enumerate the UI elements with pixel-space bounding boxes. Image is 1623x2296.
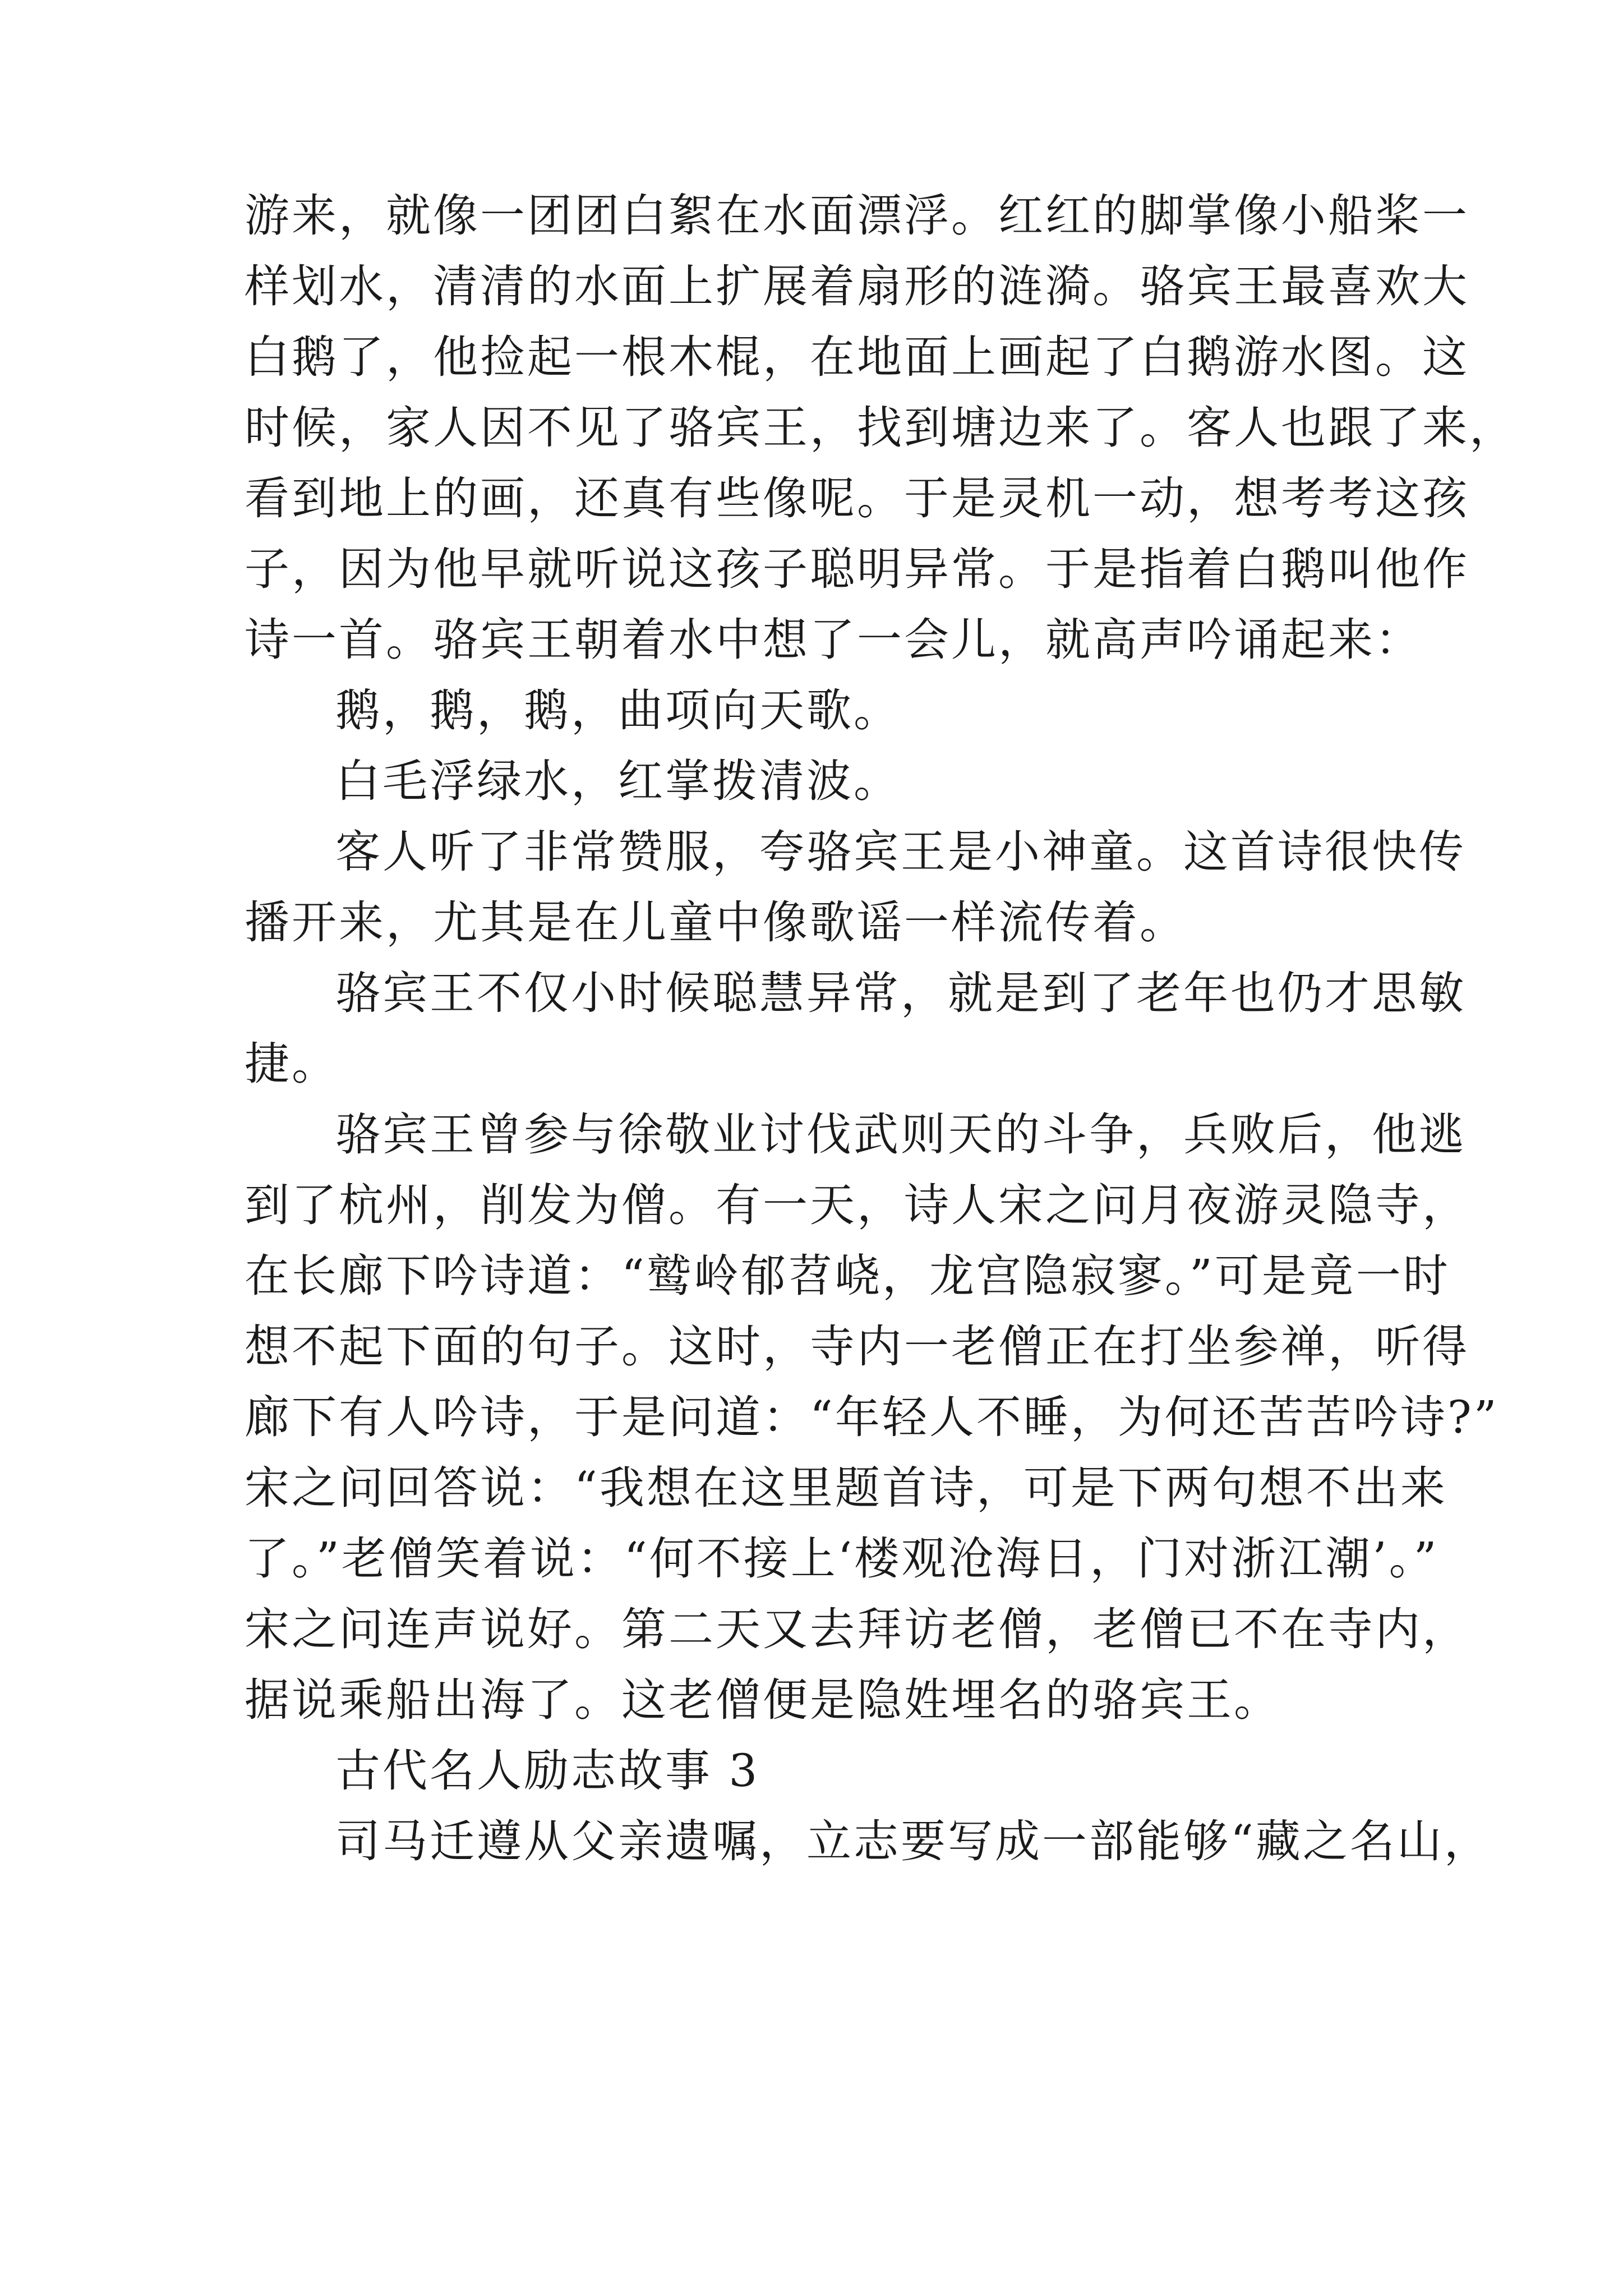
text-line: 在长廊下吟诗道：“鹫岭郁苕峣，龙宫隐寂寥。”可是竟一时 [245, 1250, 1450, 1302]
text-line: 鹅，鹅，鹅，曲项向天歌。 [335, 684, 901, 737]
paragraph [245, 181, 1516, 675]
text-line: 游来，就像一团团白絮在水面漂浮。红红的脚掌像小船桨一 [245, 190, 1469, 242]
text-line: 骆宾王曾参与徐敬业讨伐武则天的斗争，兵败后，他逃 [335, 1108, 1466, 1161]
text-line: 客人听了非常赞服，夸骆宾王是小神童。这首诗很快传 [335, 826, 1466, 878]
text-line: 骆宾王不仅小时候聪慧异常，就是到了老年也仍才思敏 [335, 967, 1466, 1019]
text-line: 廊下有人吟诗，于是问道：“年轻人不睡，为何还苦苦吟诗?” [245, 1391, 1499, 1443]
text-line: 时候，家人因不见了骆宾王，找到塘边来了。客人也跟了来， [245, 402, 1516, 454]
text-line: 古代名人励志故事 3 [335, 1745, 760, 1797]
poem-line-1 [245, 675, 1417, 746]
text-line: 子，因为他早就听说这孩子聪明异常。于是指着白鹅叫他作 [245, 543, 1469, 595]
text-line: 白毛浮绿水，红掌拨清波。 [335, 755, 901, 807]
text-line: 宋之问连声说好。第二天又去拜访老僧，老僧已不在寺内， [245, 1603, 1469, 1655]
paragraph [245, 1099, 1499, 1736]
paragraph [245, 958, 1466, 1099]
paragraph [245, 817, 1466, 958]
body-text [245, 181, 1516, 1877]
text-line: 宋之问回答说：“我想在这里题首诗，可是下两句想不出来 [245, 1462, 1447, 1514]
poem-line-2 [245, 746, 1417, 817]
text-line: 想不起下面的句子。这时，寺内一老僧正在打坐参禅，听得 [245, 1320, 1469, 1373]
text-line: 据说乘船出海了。这老僧便是隐姓埋名的骆宾王。 [245, 1674, 1281, 1726]
text-line: 到了杭州，削发为僧。有一天，诗人宋之问月夜游灵隐寺， [245, 1179, 1469, 1231]
text-line: 看到地上的画，还真有些像呢。于是灵机一动，想考考这孩 [245, 472, 1469, 524]
paragraph [245, 1806, 1491, 1877]
text-line: 捷。 [245, 1038, 339, 1090]
text-line: 了。”老僧笑着说：“何不接上‘楼观沧海日，门对浙江潮’。” [245, 1533, 1439, 1585]
text-line: 司马迁遵从父亲遗嘱，立志要写成一部能够“藏之名山， [335, 1815, 1491, 1867]
text-line: 样划水，清清的水面上扩展着扇形的涟漪。骆宾王最喜欢大 [245, 260, 1469, 312]
text-line: 白鹅了，他捡起一根木棍，在地面上画起了白鹅游水图。这 [245, 331, 1469, 383]
text-line: 诗一首。骆宾王朝着水中想了一会儿，就高声吟诵起来： [245, 614, 1422, 666]
section-heading [245, 1736, 1417, 1806]
text-line: 播开来，尤其是在儿童中像歌谣一样流传着。 [245, 896, 1187, 949]
